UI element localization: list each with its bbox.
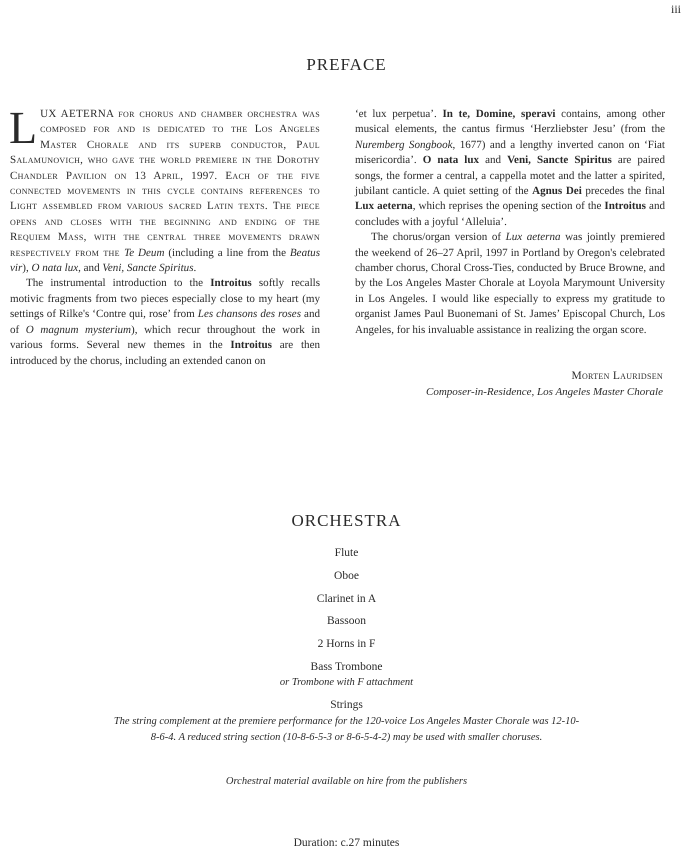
preface-right-column xyxy=(355,107,665,338)
beatus-vir-title: Beatus vir xyxy=(10,246,320,275)
duration-label: Duration: xyxy=(293,837,338,849)
chansons-title: Les chansons des roses xyxy=(197,308,302,321)
preface-text: and concludes with a joyful ‘Alleluia’. xyxy=(355,200,665,228)
veni-sancte-movement: Veni, Sancte Spiritus xyxy=(507,154,612,167)
preface-text: are then introduced by the chorus, including an extended canon on xyxy=(10,339,321,367)
lux-aeterna-movement: Lux aeterna xyxy=(355,200,413,213)
introitus-title: Introitus xyxy=(210,277,252,290)
preface-paragraph-4 xyxy=(355,230,665,338)
veni-sancte-title: Veni, Sancte Spiritus xyxy=(102,262,194,275)
instrument-oboe: Oboe xyxy=(334,570,359,582)
preface-paragraph-1 xyxy=(9,102,320,276)
strings-note: The string complement at the premiere performance for the 120-voice Los Angeles Master Chorale was 12-10-8-6-4. A reduced string section (10-8-6-5-3 or 8-6-5-4-2) may be used with smaller choruses. xyxy=(113,716,580,743)
preface-left-column xyxy=(9,102,321,369)
preface-paragraph-2 xyxy=(10,276,320,368)
preface-text: ), xyxy=(22,262,32,275)
introitus-movement: Introitus xyxy=(604,200,646,213)
author-role: Composer-in-Residence, Los Angeles Master Chorale xyxy=(426,386,663,398)
preface-heading: PREFACE xyxy=(306,55,387,74)
preface-text: ‘et lux perpetua’. xyxy=(355,108,443,120)
work-title-lead: UX AETERNA for chorus and chamber orchestra was composed for and is dedicated to the Los Angeles Master Chorale and its superb conductor, Paul Salamunovich, who gave the world premiere in the Dorothy Chandler Pavilion on 13 April, 1997. Each of the five connected movements in this cycle contains references to Light assembled from various sacred Latin texts. The piece opens and closes with the beginning and ending of the Requiem Mass, with the central three movements drawn respectively from the xyxy=(10,108,320,259)
preface-text: (including a line from the xyxy=(164,246,290,259)
drop-cap: L xyxy=(9,102,38,153)
preface-text: softly recalls motivic fragments from two pieces especially close to my heart (my settings of Rilke's ‘Contre qui, rose’ from xyxy=(10,277,321,321)
in-te-domine-title: In te, Domine, speravi xyxy=(442,108,556,120)
preface-text: , and xyxy=(78,262,103,275)
o-magnum-title: O magnum mysterium xyxy=(25,323,132,336)
author-name: Morten Lauridsen xyxy=(571,370,663,382)
preface-text: contains, among other musical elements, the cantus firmus ‘Herzliebster Jesu’ (from the xyxy=(355,108,665,136)
orchestra-heading: ORCHESTRA xyxy=(291,511,402,530)
instrument-clarinet: Clarinet in A xyxy=(316,593,377,605)
preface-text: . xyxy=(193,262,197,275)
preface-text: are paired songs, the former a central, a cappella motet and the latter a spirited, jubilant canticle. A quiet setting of the xyxy=(355,154,665,198)
preface-text: and of xyxy=(10,308,321,336)
preface-paragraph-3 xyxy=(355,107,665,230)
duration-value: c.27 minutes xyxy=(340,837,400,849)
hire-note: Orchestral material available on hire from the publishers xyxy=(225,776,468,787)
agnus-dei-movement: Agnus Dei xyxy=(532,185,582,198)
preface-text: precedes the final xyxy=(581,185,665,198)
preface-text: , which reprises the opening section of the xyxy=(412,200,605,213)
preface-text: The chorus/organ version of xyxy=(371,231,506,244)
duration-line xyxy=(0,837,693,849)
instrument-flute: Flute xyxy=(334,547,359,559)
preface-text: The instrumental introduction to the xyxy=(26,277,211,290)
introitus-title: Introitus xyxy=(230,339,272,352)
o-nata-lux-movement: O nata lux xyxy=(422,154,480,167)
instrument-bassoon: Bassoon xyxy=(327,615,366,627)
preface-text: , 1677) and a lengthy inverted canon on ‘Fiat misericordia’. xyxy=(355,138,665,167)
instrument-horns: 2 Horns in F xyxy=(317,638,376,650)
o-nata-lux-title: O nata lux xyxy=(31,262,79,275)
instrument-strings: Strings xyxy=(330,699,363,711)
preface-text: ), which recur throughout the work in various forms. Several new themes in the xyxy=(10,323,321,352)
trombone-note: or Trombone with F attachment xyxy=(279,677,414,688)
instrument-bass-trombone: Bass Trombone xyxy=(310,661,383,673)
nuremberg-title: Nuremberg Songbook xyxy=(355,138,453,151)
preface-text: and xyxy=(479,154,508,167)
te-deum-title: Te Deum xyxy=(124,246,165,259)
preface-text: was jointly premiered the weekend of 26–27 April, 1997 in Portland by Oregon's celebrated chamber chorus, Choral Cross-Ties, conducted by Bruce Browne, and by the Los Angeles Master Chorale at Loyola Marymount University in Los Angeles. I would like especially to express my gratitude to organist James Paul Buonemani of St. James’ Episcopal Church, Los Angeles, for his invaluable assistance in realizing the organ score. xyxy=(355,231,666,336)
lux-aeterna-title: Lux aeterna xyxy=(505,231,561,244)
page-number: iii xyxy=(670,2,681,16)
